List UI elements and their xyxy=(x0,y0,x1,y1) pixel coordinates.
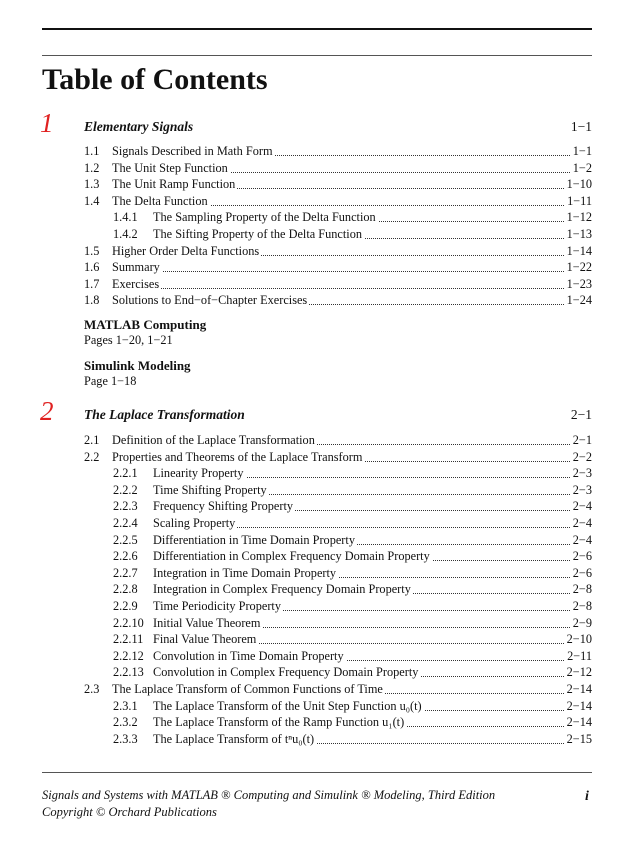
chapter-number: 2 xyxy=(40,396,54,426)
footer-copyright: Copyright © Orchard Publications xyxy=(42,805,217,819)
entry-number: 2.2.6 xyxy=(113,549,138,564)
header-rule xyxy=(42,55,592,56)
entry-title: Convolution in Complex Frequency Domain Property xyxy=(153,665,419,680)
entry-number: 1.7 xyxy=(84,276,100,291)
entry-title: Linearity Property xyxy=(153,466,244,481)
entry-number: 1.6 xyxy=(84,260,100,275)
entry-page: 2−10 xyxy=(566,632,592,647)
entry-page: 1−23 xyxy=(566,276,592,291)
entry-page: 2−14 xyxy=(566,715,592,730)
toc-entry[interactable] xyxy=(113,598,592,614)
toc-entry[interactable] xyxy=(113,714,592,730)
entry-title: Signals Described in Math Form xyxy=(112,144,273,158)
entry-page: 2−2 xyxy=(572,449,592,464)
entry-number: 2.3.1 xyxy=(113,698,138,713)
entry-page: 1−1 xyxy=(572,144,592,158)
toc-entry[interactable] xyxy=(113,631,592,647)
entry-title: The Laplace Transform of tⁿu₀(t) xyxy=(153,731,315,746)
toc-entry[interactable] xyxy=(113,482,592,498)
entry-page: 2−4 xyxy=(572,532,592,547)
entry-page: 1−22 xyxy=(566,260,592,275)
entry-title: Final Value Theorem xyxy=(153,632,257,647)
toc-entry[interactable] xyxy=(113,532,592,548)
entry-number: 1.8 xyxy=(84,293,100,308)
page-title: Table of Contents xyxy=(42,63,268,96)
entry-page: 2−8 xyxy=(572,582,592,597)
toc-entry[interactable] xyxy=(113,465,592,481)
entry-number: 2.2.11 xyxy=(113,632,144,647)
entry-number: 2.2.9 xyxy=(113,599,138,613)
toc-entry[interactable] xyxy=(113,565,592,581)
entry-title: Definition of the Laplace Transformation xyxy=(112,433,315,447)
entry-page: 2−1 xyxy=(572,433,592,447)
entry-number: 2.1 xyxy=(84,433,100,447)
entry-title: Exercises xyxy=(112,276,160,291)
toc-entry[interactable] xyxy=(113,548,592,564)
toc-entry[interactable] xyxy=(113,615,592,631)
chapter-number: 1 xyxy=(40,108,54,138)
entry-page: 1−12 xyxy=(566,210,592,225)
entry-number: 1.1 xyxy=(84,144,100,158)
chapter-title: The Laplace Transformation xyxy=(84,407,245,422)
entry-label xyxy=(84,449,364,465)
entry-page: 1−10 xyxy=(566,177,592,192)
entry-page: 2−4 xyxy=(572,499,592,514)
entry-label xyxy=(113,465,246,481)
entry-title: Time Shifting Property xyxy=(153,482,267,497)
entry-number: 1.4.2 xyxy=(113,227,138,241)
entry-label xyxy=(84,193,210,209)
entry-page: 2−6 xyxy=(572,565,592,580)
entry-title: The Unit Ramp Function xyxy=(112,177,236,192)
toc-entry[interactable] xyxy=(84,292,592,308)
toc-entry[interactable] xyxy=(113,209,592,225)
entry-title: The Laplace Transform of the Unit Step Function u₀(t) xyxy=(153,698,422,713)
entry-page: 2−14 xyxy=(566,698,592,713)
toc-entry[interactable] xyxy=(84,193,592,209)
entry-number: 1.4.1 xyxy=(113,210,138,225)
entry-number: 2.2.8 xyxy=(113,582,138,597)
entry-label xyxy=(84,276,161,292)
entry-title: Integration in Complex Frequency Domain Property xyxy=(153,582,411,597)
entry-label xyxy=(113,648,346,664)
entry-page: 1−24 xyxy=(566,293,592,308)
entry-number: 2.2.5 xyxy=(113,532,138,547)
entry-label xyxy=(113,598,283,614)
entry-number: 2.2.3 xyxy=(113,499,138,514)
entry-page: 1−13 xyxy=(566,227,592,241)
chapter-page: 2−1 xyxy=(570,407,592,422)
entry-label xyxy=(113,548,432,564)
entry-label xyxy=(113,209,378,225)
entry-label xyxy=(113,615,262,631)
entry-number: 1.5 xyxy=(84,243,100,258)
footer-rule xyxy=(42,772,592,773)
entry-title: Convolution in Time Domain Property xyxy=(153,648,344,663)
footer-page-number: i xyxy=(585,789,589,804)
entry-label xyxy=(113,664,420,680)
simulink-section-title: Simulink Modeling xyxy=(84,358,191,373)
entry-page: 2−9 xyxy=(572,615,592,630)
entry-title: Initial Value Theorem xyxy=(153,615,261,630)
entry-title: Summary xyxy=(112,260,160,275)
entry-number: 2.2.2 xyxy=(113,482,138,497)
entry-title: The Unit Step Function xyxy=(112,160,228,175)
matlab-section-title: MATLAB Computing xyxy=(84,317,207,332)
matlab-section-pages: Pages 1−20, 1−21 xyxy=(84,333,173,347)
entry-label xyxy=(113,714,406,730)
entry-number: 2.2 xyxy=(84,449,100,464)
toc-entry[interactable] xyxy=(113,731,592,747)
entry-page: 2−3 xyxy=(572,466,592,481)
entry-page: 2−12 xyxy=(566,665,592,680)
entry-label xyxy=(84,259,162,275)
toc-entry[interactable] xyxy=(113,515,592,531)
chapter-heading[interactable] xyxy=(84,119,592,137)
footer-book-title: Signals and Systems with MATLAB ® Computing and Simulink ® Modeling, Third Edition xyxy=(42,788,496,802)
entry-title: Properties and Theorems of the Laplace Transform xyxy=(112,449,363,464)
entry-number: 2.3.2 xyxy=(113,715,138,730)
toc-entry[interactable] xyxy=(113,581,592,597)
entry-title: Differentiation in Time Domain Property xyxy=(153,532,355,547)
entry-number: 2.2.4 xyxy=(113,516,138,530)
entry-label xyxy=(113,532,357,548)
entry-page: 2−6 xyxy=(572,549,592,564)
entry-title: The Sampling Property of the Delta Function xyxy=(153,210,376,225)
toc-entry[interactable] xyxy=(113,648,592,664)
entry-page: 1−11 xyxy=(567,193,592,208)
entry-label xyxy=(84,243,261,259)
entry-label xyxy=(113,698,424,714)
entry-title: The Laplace Transform of the Ramp Function u₁(t) xyxy=(153,715,405,730)
entry-page: 2−4 xyxy=(572,516,592,530)
entry-title: Integration in Time Domain Property xyxy=(153,565,337,580)
toc-entry[interactable] xyxy=(84,243,592,259)
entry-title: Frequency Shifting Property xyxy=(153,499,294,514)
entry-label xyxy=(84,432,317,448)
toc-entry[interactable] xyxy=(84,176,592,192)
toc-entry[interactable] xyxy=(113,226,592,242)
entry-title: The Sifting Property of the Delta Function xyxy=(153,227,363,241)
entry-number: 2.2.13 xyxy=(113,665,144,680)
entry-number: 2.2.10 xyxy=(113,615,144,630)
simulink-section-pages: Page 1−18 xyxy=(84,374,137,388)
toc-entry[interactable] xyxy=(84,449,592,465)
entry-number: 2.2.12 xyxy=(113,648,144,663)
entry-page: 2−14 xyxy=(566,682,592,696)
entry-title: Higher Order Delta Functions xyxy=(112,243,260,258)
entry-title: Solutions to End−of−Chapter Exercises xyxy=(112,293,308,308)
toc-entry[interactable] xyxy=(84,681,592,697)
toc-entry[interactable] xyxy=(84,143,592,159)
entry-number: 2.3 xyxy=(84,682,100,696)
entry-label xyxy=(113,565,338,581)
entry-page: 2−8 xyxy=(572,599,592,613)
entry-number: 2.2.7 xyxy=(113,565,138,580)
entry-title: Time Periodicity Property xyxy=(153,599,281,613)
entry-number: 1.4 xyxy=(84,193,100,208)
entry-page: 1−14 xyxy=(566,243,592,258)
entry-number: 2.2.1 xyxy=(113,466,138,481)
entry-label xyxy=(113,731,316,747)
entry-title: The Laplace Transform of Common Functions of Time xyxy=(112,682,383,696)
entry-number: 1.3 xyxy=(84,177,100,192)
entry-label xyxy=(84,681,385,697)
entry-label xyxy=(84,160,230,176)
entry-label xyxy=(84,292,309,308)
entry-label xyxy=(113,482,269,498)
toc-entry[interactable] xyxy=(113,698,592,714)
toc-entry[interactable] xyxy=(84,160,592,176)
entry-label xyxy=(113,226,364,242)
entry-number: 1.2 xyxy=(84,160,100,175)
entry-page: 2−15 xyxy=(566,731,592,746)
entry-page: 2−11 xyxy=(567,648,592,663)
entry-title: Scaling Property xyxy=(153,516,236,530)
toc-entry[interactable] xyxy=(84,259,592,275)
entry-label xyxy=(113,498,295,514)
entry-label xyxy=(113,631,258,647)
entry-number: 2.3.3 xyxy=(113,731,138,746)
toc-entry[interactable] xyxy=(84,432,592,448)
chapter-title: Elementary Signals xyxy=(84,119,194,134)
chapter-page: 1−1 xyxy=(570,119,592,134)
toc-entry[interactable] xyxy=(84,276,592,292)
entry-title: The Delta Function xyxy=(112,193,208,208)
entry-label xyxy=(113,581,413,597)
entry-label xyxy=(84,143,275,159)
entry-title: Differentiation in Complex Frequency Domain Property xyxy=(153,549,430,564)
chapter-heading[interactable] xyxy=(84,407,592,425)
toc-entry[interactable] xyxy=(113,664,592,680)
top-rule xyxy=(42,28,592,30)
entry-page: 1−2 xyxy=(572,160,592,175)
entry-page: 2−3 xyxy=(572,482,592,497)
toc-entry[interactable] xyxy=(113,498,592,514)
entry-label xyxy=(84,176,237,192)
entry-label xyxy=(113,515,237,531)
